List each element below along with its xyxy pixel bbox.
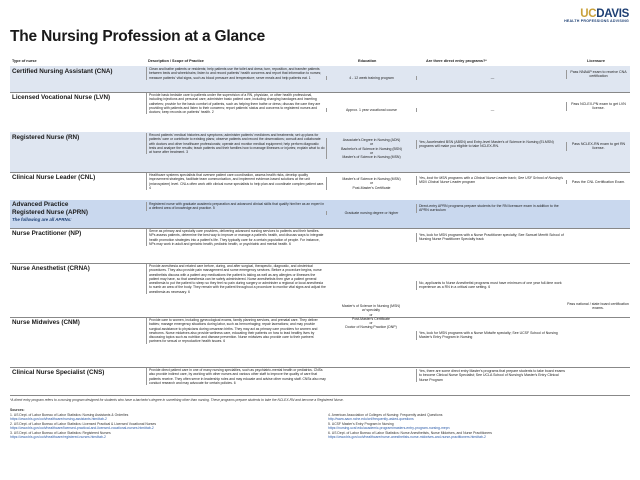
- nurse-type-name: Nurse Midwives (CNM): [12, 319, 80, 326]
- nurse-type-edu: [326, 138, 416, 159]
- nurse-type-name: Nurse Anesthetist (CRNA): [12, 265, 90, 272]
- col-direct: Are there direct entry programs?*: [426, 59, 487, 63]
- nurse-type-direct: —: [416, 76, 566, 80]
- nurse-type-direct: Yes, look for MSN programs with a Clinical Nurse Leader track; See USF School of Nursing's MSN Clinical Nurse Leader program: [416, 176, 566, 185]
- sources: [10, 408, 630, 440]
- row-np: [10, 228, 630, 264]
- nurse-type-direct: —: [416, 108, 566, 112]
- source-text: 1. US Dept. of Labor Bureau of Labor Statistics: Nursing Assistants & Orderlies: [10, 413, 129, 417]
- col-desc: Description / Scope of Practice: [148, 59, 204, 63]
- nurse-type-name: Certified Nursing Assistant (CNA): [12, 68, 113, 75]
- edu-or: or: [369, 142, 374, 147]
- nurse-type-desc: Record patients' medical histories and symptoms; administer patients' medicines and treatments; set up plans for patients' care or contribute to existing plans; observe patients and record the observations; consult and collaborate with doctors and other healthcare professionals; operate and monitor medical equipment; help perform diagnostic tests and analyze the results; teach patients and their families how to manage illnesses or injuries; explain what to do at home after treatment. 3: [146, 133, 326, 154]
- row-aprn: [10, 200, 630, 229]
- nurse-type-desc: Provide anesthesia and related care before, during, and after surgical, therapeutic, diagnostic, and obstetrical procedures. They also provide pain management and some emergency services. Before a procedure begins, nurse anesthetists discuss with a patient any medications the patient is taking as well as any allergies or illnesses the patient may have, so that anesthesia can be safely administered. Nurse anesthetists then give a patient general anesthesia to put the patient to sleep so they feel no pain during surgery or administer a regional or local anesthesia to numb an area of the body. They remain with the patient throughout a procedure to monitor vital signs and adjust the anesthesia as necessary. 6: [146, 264, 326, 294]
- edu-line: Master's of Science in Nursing (MSN): [342, 155, 401, 160]
- nurse-type-direct: Yes; Accelerated BSN (ABSN) and Entry-level Master's of Science in Nursing (ELMSN) programs will make you eligible to take NCLEX-RN.: [416, 140, 566, 149]
- source-link[interactable]: https://www.bls.gov/ooh/healthcare/licensed-practical-and-licensed-vocational-nurses.htm#tab-2: [10, 426, 154, 431]
- nurse-type-desc: Provide basic bedside care to patients under the supervision of a RN, physician, or other health professional, including injections and personal care; administer basic patient care, including changing bandages and inserting catheters; provide for the basic comfort of patients, such as helping them bathe or dress; discuss the care they are providing with patients and listen to their concerns; report patients' status and concerns to registered nurses and doctors; keep records on patients' health. 2: [146, 93, 326, 114]
- edu-line: Master's of Science in Nursing (MSN): [342, 177, 401, 181]
- nurse-type-name: Clinical Nurse Leader (CNL): [12, 174, 96, 181]
- nurse-type-direct: Yes, there are some direct entry Master's programs that prepare students to take board exams to become Clinical Nurse Specialist; See UCLA School of Nursing's Master's Entry Clinical Nurse Program: [416, 369, 566, 382]
- aprn-name-line1: Advanced Practice: [12, 201, 69, 208]
- nurse-type-edu: 4 - 12 week training program: [326, 76, 416, 80]
- logo-subtitle: HEALTH PROFESSIONS ADVISING: [564, 19, 629, 23]
- source-link[interactable]: https://nursing.ucsf.edu/academic-program/masters-entry-program-nursing-mepn: [328, 426, 450, 431]
- edu-line: Bachelor's of Science in Nursing (BSN): [341, 146, 402, 151]
- row-lvn: [10, 92, 630, 133]
- specialty-licensure: Pass national / state board certification exams.: [567, 302, 629, 311]
- nurse-type-desc: Healthcare systems specialists that oversee patient care coordination, assess health risks, develop quality improvement strategies, facilitate team communication, and implement evidence-based solutions at the unit (microsystem) level. CNLs often work with clinical nurse specialists to help plan and coordinate complex patient care. 4: [146, 173, 326, 190]
- edu-or: or: [369, 321, 373, 326]
- source-text: 4. American Association of Colleges of Nursing: Frequently asked Questions: [328, 413, 443, 417]
- source-text: 2. US Dept. of Labor Bureau of Labor Statistics: Licensed Practical & Licensed Vocational Nurses: [10, 421, 157, 426]
- sources-title: Sources:: [10, 408, 25, 412]
- logo-main: DAVIS: [596, 8, 629, 20]
- nurse-type-desc: Clean and bathe patients or residents; help patients use the toilet and dress; turn, reposition, and transfer patients between beds and wheelchairs; listen to and record patients' health concerns and report that information to nurses; measure patients' vital signs, such as blood pressure and temperature; serve meals and help patients eat. 1: [146, 67, 326, 80]
- nurse-type-name: Registered Nurse (RN): [12, 134, 80, 141]
- source-link[interactable]: http://www.aacn.nche.edu/cnl/frequently-asked-questions: [328, 417, 414, 422]
- nurse-type-name: Licensed Vocational Nurse (LVN): [12, 94, 111, 101]
- nurse-type-desc: Serve as primary and specialty care providers, delivering advanced nursing services to patients and their families. NPs assess patients, determine the best way to improve or manage a patient's health, and discuss ways to integrate health promotion strategies into a patient's life. They typically care for a certain population of people. For instance, NPs may work in adult and geriatric health, pediatric health, or psychiatric and mental health. 6: [146, 229, 326, 246]
- edu-line: w/ specialty: [361, 308, 381, 313]
- edu-or: or: [369, 312, 373, 317]
- row-cns: [10, 367, 630, 396]
- nurse-type-lic: Pass NCLEX-RN exam to get RN license.: [566, 142, 630, 151]
- nurse-type-lic: Pass NNAAP exam to receive CNA certification: [566, 70, 630, 79]
- source-text: 3. US Dept. of Labor Bureau of Labor Statistics: Registered Nurses: [10, 430, 111, 435]
- nurse-type-desc: Provide direct patient care in one of many nursing specialties, such as psychiatric-mental health or pediatrics. CNSs also provide indirect care, by working with other nurses and various other staff to improve the quality of care that patients receive. They often serve in leadership roles and may educate and advise other nursing staff. CNSs also may conduct research and may advocate for certain policies. 6: [146, 368, 326, 385]
- source-link[interactable]: https://www.bls.gov/ooh/healthcare/nursing-assistants.htm#tab-2: [10, 417, 107, 422]
- col-lic: Licensure: [587, 59, 605, 63]
- nurse-type-direct: Direct-entry APRN programs prepare students for the RN licensure exam in addition to the APRN curriculum: [416, 204, 566, 213]
- row-rn: [10, 132, 630, 173]
- nurse-type-lic: Pass the CNL Certification Exam.: [566, 180, 630, 184]
- footnote: *A direct entry program refers to a nursing program designed for students who have a bachelor's degree in something other than nursing. These programs prepare students to take the NCLEX-RN and become a Registered Nurse.: [10, 398, 344, 402]
- nurse-type-desc: Provide care to women, including gynecological exams, family planning services, and prenatal care. They deliver babies; manage emergency situations during labor, such as hemorrhaging; repair lacerations; and may provide surgical assistance to physicians during cesarean births. They may act as primary care providers for women and newborns. Nurse midwives also provide wellness care, educating their patients on how to lead healthy lives by discussing topics such as nutrition and disease prevention. Nurse midwives also provide care to their partners' partners for sexual or reproductive health issues. 6: [146, 318, 326, 344]
- page-title: The Nursing Profession at a Glance: [10, 28, 266, 45]
- row-cnl: [10, 172, 630, 201]
- nurse-type-edu: [326, 177, 416, 190]
- aprn-name: [12, 201, 88, 216]
- row-cna: [10, 66, 630, 93]
- edu-line: Associate's Degree in Nursing (ADN): [342, 138, 401, 142]
- edu-line: Master's of Science in Nursing (MSN): [341, 304, 401, 308]
- edu-line: Post-Master's Certificate: [352, 185, 391, 190]
- source-link[interactable]: https://www.bls.gov/ooh/healthcare/nurse-anesthetists-nurse-midwives-and-nurse-practitioners.htm#tab-2: [328, 435, 486, 440]
- nurse-type-direct: No, applicants to Nurse Anesthetist programs must have minimum of one year full-time work experience as a RN in a critical care setting. 6: [416, 281, 566, 290]
- logo-prefix: UC: [580, 8, 597, 20]
- edu-line: Post-Master's Certificate: [351, 316, 390, 321]
- source-text: 5. UCSF Master's Entry Program in Nursing: [328, 421, 394, 426]
- col-edu: Education: [358, 59, 377, 63]
- edu-or: or: [369, 181, 374, 186]
- aprn-name-line2: Registered Nurse (APRN): [12, 208, 88, 216]
- row-crna: [10, 263, 630, 318]
- aprn-sub-label: The following are all APRNs:: [12, 217, 72, 222]
- source-link[interactable]: https://www.bls.gov/ooh/healthcare/registered-nurses.htm#tab-2: [10, 435, 106, 440]
- nurse-type-name: Nurse Practitioner (NP): [12, 230, 82, 237]
- edu-line: Doctor of Nursing Practice (DNP): [345, 325, 397, 330]
- col-type: Type of nurse: [12, 59, 37, 63]
- sources-left: [10, 413, 310, 439]
- ucdavis-logo: [564, 8, 629, 23]
- source-text: 6. US Dept. of Labor Bureau of Labor Statistics: Nurse Anesthetists, Nurse Midwives, and Nurse Practitioners: [328, 430, 492, 435]
- nurse-type-edu: Graduate nursing degree or higher: [326, 211, 416, 215]
- nurse-type-direct: Yes, look for MSN programs with a Nurse Midwife specialty; See UCSF School of Nursing Master's Entry Program in Nursing: [416, 331, 566, 340]
- nurse-type-desc: Registered nurse with graduate academic preparation and advanced clinical skills that qualify him/her as an expert in a defined area of knowledge and practice. 5: [146, 202, 326, 211]
- sources-right: [328, 413, 628, 439]
- nurse-type-name: Clinical Nurse Specialist (CNS): [12, 369, 105, 376]
- edu-or: or: [369, 150, 374, 155]
- nurse-type-edu: Approx. 1 year vocational course: [326, 108, 416, 112]
- nurse-type-lic: Pass NCLEX-PN exam to get LVN license.: [566, 102, 630, 111]
- row-cnm: [10, 317, 630, 368]
- nurse-type-direct: Yes, look for MSN programs with a Nurse Practitioner specialty; See Samuel Merritt School of Nursing Nurse Practitioner Specialty track: [416, 233, 566, 242]
